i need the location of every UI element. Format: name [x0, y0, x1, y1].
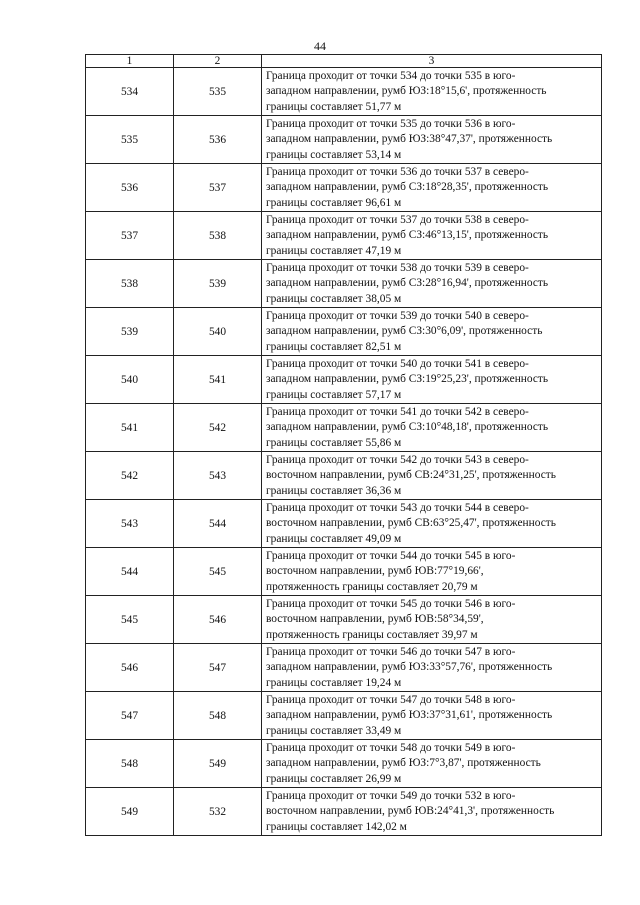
boundary-description-cell: [262, 692, 602, 740]
point-to-cell: 535: [174, 68, 262, 116]
description-line: западном направлении, румб ЮЗ:18°15,6', протяженность: [266, 85, 547, 98]
boundary-description-cell: [262, 452, 602, 500]
description-line: Граница проходит от точки 547 до точки 548 в юго-: [266, 694, 516, 706]
table-row: [86, 164, 602, 212]
point-from-cell: 542: [86, 452, 174, 500]
point-to-cell: 549: [174, 740, 262, 788]
description-line: западном направлении, румб СЗ:19°25,23', протяженность: [266, 373, 549, 386]
boundary-description-cell: [262, 644, 602, 692]
point-to-cell: 540: [174, 308, 262, 356]
description-line: восточном направлении, румб ЮВ:58°34,59',: [266, 613, 484, 626]
boundary-description-cell: [262, 212, 602, 260]
point-from-cell: 536: [86, 164, 174, 212]
point-from-cell: 549: [86, 788, 174, 836]
point-to-cell: 532: [174, 788, 262, 836]
description-line: границы составляет 33,49 м: [266, 724, 402, 737]
description-line: западном направлении, румб ЮЗ:37°31,61', протяженность: [266, 709, 553, 722]
description-line: западном направлении, румб СЗ:30°6,09', протяженность: [266, 325, 543, 338]
description-line: западном направлении, румб СЗ:28°16,94', протяженность: [266, 277, 549, 290]
description-line: границы составляет 38,05 м: [266, 292, 402, 305]
description-line: Граница проходит от точки 542 до точки 543 в северо-: [266, 454, 529, 466]
boundary-description-cell: [262, 308, 602, 356]
boundary-description-cell: [262, 164, 602, 212]
boundary-description-cell: [262, 68, 602, 116]
point-from-cell: 547: [86, 692, 174, 740]
description-line: Граница проходит от точки 538 до точки 539 в северо-: [266, 262, 529, 274]
table-row: [86, 356, 602, 404]
description-line: восточном направлении, румб ЮВ:77°19,66',: [266, 565, 484, 578]
description-line: западном направлении, румб СЗ:18°28,35', протяженность: [266, 181, 549, 194]
point-from-cell: 544: [86, 548, 174, 596]
table-row: [86, 68, 602, 116]
point-to-cell: 536: [174, 116, 262, 164]
header-row: [86, 55, 602, 68]
point-from-cell: 535: [86, 116, 174, 164]
boundary-table: [85, 54, 602, 836]
description-line: западном направлении, румб СЗ:46°13,15', протяженность: [266, 229, 549, 242]
boundary-description-cell: [262, 500, 602, 548]
point-from-cell: 546: [86, 644, 174, 692]
table-row: [86, 548, 602, 596]
table-body: [86, 68, 602, 836]
description-line: Граница проходит от точки 535 до точки 536 в юго-: [266, 118, 516, 130]
description-line: границы составляет 55,86 м: [266, 436, 402, 449]
table-row: [86, 452, 602, 500]
table-row: [86, 500, 602, 548]
point-to-cell: 537: [174, 164, 262, 212]
point-to-cell: 545: [174, 548, 262, 596]
point-to-cell: 543: [174, 452, 262, 500]
description-line: Граница проходит от точки 541 до точки 542 в северо-: [266, 406, 529, 418]
point-from-cell: 548: [86, 740, 174, 788]
point-from-cell: 538: [86, 260, 174, 308]
description-line: протяженность границы составляет 39,97 м: [266, 628, 478, 641]
description-line: Граница проходит от точки 549 до точки 532 в юго-: [266, 790, 516, 802]
table-row: [86, 788, 602, 836]
point-from-cell: 541: [86, 404, 174, 452]
description-line: Граница проходит от точки 536 до точки 537 в северо-: [266, 166, 529, 178]
point-to-cell: 547: [174, 644, 262, 692]
boundary-description-cell: [262, 356, 602, 404]
description-line: Граница проходит от точки 539 до точки 540 в северо-: [266, 310, 529, 322]
column-header-2: 2: [174, 55, 262, 68]
boundary-description-cell: [262, 740, 602, 788]
column-header-1: 1: [86, 55, 174, 68]
description-line: границы составляет 19,24 м: [266, 676, 402, 689]
table-row: [86, 692, 602, 740]
description-line: западном направлении, румб ЮЗ:33°57,76', протяженность: [266, 661, 553, 674]
point-to-cell: 546: [174, 596, 262, 644]
point-from-cell: 545: [86, 596, 174, 644]
boundary-description-cell: [262, 404, 602, 452]
description-line: границы составляет 49,09 м: [266, 532, 402, 545]
table-row: [86, 740, 602, 788]
point-from-cell: 534: [86, 68, 174, 116]
point-from-cell: 537: [86, 212, 174, 260]
description-line: Граница проходит от точки 540 до точки 541 в северо-: [266, 358, 529, 370]
description-line: Граница проходит от точки 544 до точки 545 в юго-: [266, 550, 516, 562]
description-line: границы составляет 26,99 м: [266, 772, 402, 785]
point-from-cell: 540: [86, 356, 174, 404]
boundary-description-cell: [262, 116, 602, 164]
description-line: западном направлении, румб СЗ:10°48,18', протяженность: [266, 421, 549, 434]
table-row: [86, 260, 602, 308]
description-line: границы составляет 57,17 м: [266, 388, 402, 401]
description-line: границы составляет 36,36 м: [266, 484, 402, 497]
description-line: Граница проходит от точки 548 до точки 549 в юго-: [266, 742, 516, 754]
point-to-cell: 544: [174, 500, 262, 548]
table-row: [86, 116, 602, 164]
page-number: 44: [314, 39, 326, 53]
description-line: восточном направлении, румб СВ:24°31,25', протяженность: [266, 469, 556, 482]
boundary-description-cell: [262, 596, 602, 644]
description-line: границы составляет 51,77 м: [266, 100, 402, 113]
point-to-cell: 539: [174, 260, 262, 308]
description-line: Граница проходит от точки 534 до точки 535 в юго-: [266, 70, 516, 82]
description-line: западном направлении, румб ЮЗ:38°47,37', протяженность: [266, 133, 553, 146]
table-row: [86, 308, 602, 356]
point-to-cell: 542: [174, 404, 262, 452]
table-row: [86, 212, 602, 260]
description-line: восточном направлении, румб СВ:63°25,47', протяженность: [266, 517, 556, 530]
description-line: границы составляет 53,14 м: [266, 148, 402, 161]
description-line: западном направлении, румб ЮЗ:7°3,87', протяженность: [266, 757, 541, 770]
boundary-description-cell: [262, 548, 602, 596]
description-line: границы составляет 96,61 м: [266, 196, 402, 209]
column-header-3: 3: [262, 55, 602, 68]
table-row: [86, 404, 602, 452]
table-row: [86, 644, 602, 692]
point-to-cell: 541: [174, 356, 262, 404]
point-to-cell: 538: [174, 212, 262, 260]
point-from-cell: 543: [86, 500, 174, 548]
description-line: границы составляет 82,51 м: [266, 340, 402, 353]
description-line: Граница проходит от точки 537 до точки 538 в северо-: [266, 214, 529, 226]
description-line: Граница проходит от точки 545 до точки 546 в юго-: [266, 598, 516, 610]
description-line: границы составляет 47,19 м: [266, 244, 402, 257]
table-row: [86, 596, 602, 644]
description-line: границы составляет 142,02 м: [266, 820, 407, 833]
description-line: Граница проходит от точки 546 до точки 547 в юго-: [266, 646, 516, 658]
boundary-description-cell: [262, 260, 602, 308]
boundary-description-cell: [262, 788, 602, 836]
point-from-cell: 539: [86, 308, 174, 356]
point-to-cell: 548: [174, 692, 262, 740]
description-line: восточном направлении, румб ЮВ:24°41,3', протяженность: [266, 805, 555, 818]
description-line: протяженность границы составляет 20,79 м: [266, 580, 478, 593]
description-line: Граница проходит от точки 543 до точки 544 в северо-: [266, 502, 529, 514]
